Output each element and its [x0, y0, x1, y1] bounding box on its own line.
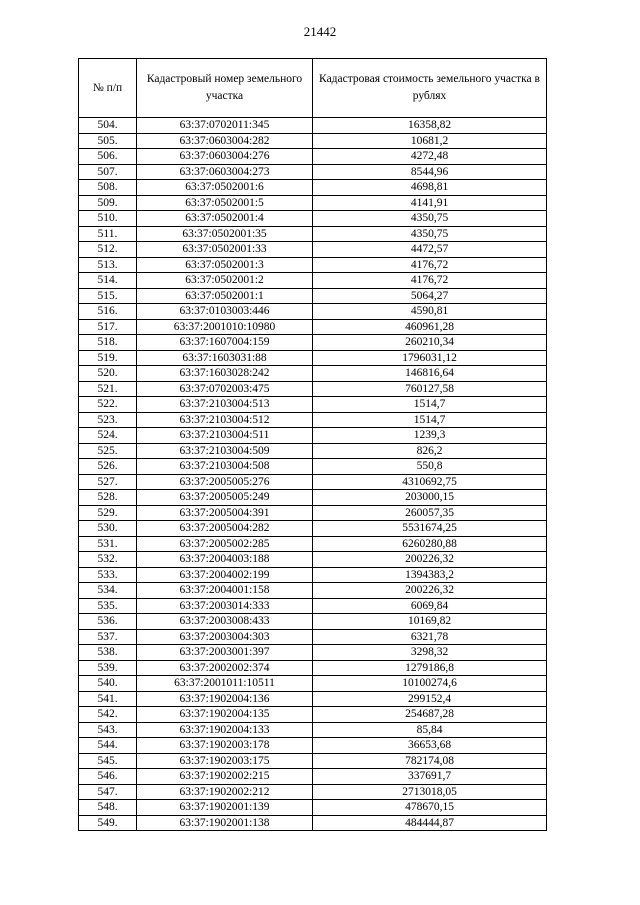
- table-row: [79, 195, 547, 211]
- row-number: 504.: [79, 118, 137, 134]
- cadastral-number: 63:37:2001011:10511: [137, 676, 313, 692]
- table-row: [79, 645, 547, 661]
- row-number: 538.: [79, 645, 137, 661]
- cadastral-number: 63:37:2004003:188: [137, 552, 313, 568]
- cadastral-value: 6321,78: [313, 629, 547, 645]
- cadastral-value: 146816,64: [313, 366, 547, 382]
- cadastral-value: 5064,27: [313, 288, 547, 304]
- table-row: [79, 505, 547, 521]
- column-header-cadastral-number: Кадастровый номер земельного участка: [137, 59, 313, 118]
- table-row: [79, 707, 547, 723]
- table-row: [79, 443, 547, 459]
- cadastral-number: 63:37:0702003:475: [137, 381, 313, 397]
- cadastral-value: 478670,15: [313, 800, 547, 816]
- table-row: [79, 536, 547, 552]
- table-row: [79, 567, 547, 583]
- row-number: 511.: [79, 226, 137, 242]
- cadastral-value: 1514,7: [313, 412, 547, 428]
- cadastral-value: 4272,48: [313, 149, 547, 165]
- row-number: 547.: [79, 784, 137, 800]
- cadastral-value: 10681,2: [313, 133, 547, 149]
- cadastral-value: 337691,7: [313, 769, 547, 785]
- cadastral-value: 1796031,12: [313, 350, 547, 366]
- row-number: 549.: [79, 815, 137, 831]
- cadastral-number: 63:37:2003001:397: [137, 645, 313, 661]
- table-row: [79, 660, 547, 676]
- table-row: [79, 304, 547, 320]
- cadastral-number: 63:37:2001010:10980: [137, 319, 313, 335]
- cadastral-number: 63:37:0502001:35: [137, 226, 313, 242]
- row-number: 513.: [79, 257, 137, 273]
- table-row: [79, 242, 547, 258]
- table-row: [79, 397, 547, 413]
- row-number: 542.: [79, 707, 137, 723]
- cadastral-number: 63:37:1902002:212: [137, 784, 313, 800]
- cadastral-value: 16358,82: [313, 118, 547, 134]
- cadastral-value: 550,8: [313, 459, 547, 475]
- row-number: 543.: [79, 722, 137, 738]
- row-number: 525.: [79, 443, 137, 459]
- row-number: 535.: [79, 598, 137, 614]
- cadastral-number: 63:37:2005002:285: [137, 536, 313, 552]
- table-row: [79, 815, 547, 831]
- cadastral-value: 4350,75: [313, 226, 547, 242]
- cadastral-value: 260057,35: [313, 505, 547, 521]
- table-row: [79, 428, 547, 444]
- table-row: [79, 149, 547, 165]
- row-number: 518.: [79, 335, 137, 351]
- table-row: [79, 226, 547, 242]
- cadastral-value: 4350,75: [313, 211, 547, 227]
- row-number: 530.: [79, 521, 137, 537]
- row-number: 519.: [79, 350, 137, 366]
- row-number: 517.: [79, 319, 137, 335]
- cadastral-number: 63:37:0502001:3: [137, 257, 313, 273]
- table-row: [79, 722, 547, 738]
- row-number: 526.: [79, 459, 137, 475]
- table-body: [79, 118, 547, 831]
- cadastral-value: 782174,08: [313, 753, 547, 769]
- cadastral-number: 63:37:2005005:249: [137, 490, 313, 506]
- table-row: [79, 676, 547, 692]
- cadastral-value: 4141,91: [313, 195, 547, 211]
- cadastral-value: 254687,28: [313, 707, 547, 723]
- table-row: [79, 133, 547, 149]
- row-number: 540.: [79, 676, 137, 692]
- cadastral-number: 63:37:1902004:133: [137, 722, 313, 738]
- cadastral-number: 63:37:0103003:446: [137, 304, 313, 320]
- cadastral-value: 4176,72: [313, 257, 547, 273]
- cadastral-number: 63:37:1603028:242: [137, 366, 313, 382]
- cadastral-number: 63:37:0603004:273: [137, 164, 313, 180]
- cadastral-number: 63:37:0603004:282: [137, 133, 313, 149]
- cadastral-number: 63:37:0702011:345: [137, 118, 313, 134]
- cadastral-value: 826,2: [313, 443, 547, 459]
- cadastral-value: 4472,57: [313, 242, 547, 258]
- table-row: [79, 288, 547, 304]
- table-row: [79, 273, 547, 289]
- cadastral-value: 1239,3: [313, 428, 547, 444]
- table-row: [79, 319, 547, 335]
- cadastral-value: 1394383,2: [313, 567, 547, 583]
- table-row: [79, 412, 547, 428]
- cadastral-number: 63:37:1902001:139: [137, 800, 313, 816]
- cadastral-number: 63:37:1902001:138: [137, 815, 313, 831]
- row-number: 509.: [79, 195, 137, 211]
- cadastral-value: 760127,58: [313, 381, 547, 397]
- row-number: 507.: [79, 164, 137, 180]
- cadastral-number: 63:37:2003008:433: [137, 614, 313, 630]
- cadastral-number: 63:37:0502001:33: [137, 242, 313, 258]
- cadastral-value: 6260280,88: [313, 536, 547, 552]
- cadastral-value: 1514,7: [313, 397, 547, 413]
- table-row: [79, 257, 547, 273]
- cadastral-number: 63:37:1607004:159: [137, 335, 313, 351]
- cadastral-value: 460961,28: [313, 319, 547, 335]
- table-row: [79, 474, 547, 490]
- cadastral-value-table: [78, 58, 547, 831]
- cadastral-number: 63:37:1902003:175: [137, 753, 313, 769]
- table-header: [79, 59, 547, 118]
- cadastral-number: 63:37:0502001:6: [137, 180, 313, 196]
- table-row: [79, 784, 547, 800]
- cadastral-number: 63:37:1902002:215: [137, 769, 313, 785]
- table-row: [79, 598, 547, 614]
- table-row: [79, 614, 547, 630]
- row-number: 505.: [79, 133, 137, 149]
- row-number: 522.: [79, 397, 137, 413]
- cadastral-number: 63:37:1902004:136: [137, 691, 313, 707]
- row-number: 531.: [79, 536, 137, 552]
- cadastral-value: 299152,4: [313, 691, 547, 707]
- table-row: [79, 552, 547, 568]
- cadastral-value: 260210,34: [313, 335, 547, 351]
- cadastral-number: 63:37:2005005:276: [137, 474, 313, 490]
- cadastral-value: 4310692,75: [313, 474, 547, 490]
- cadastral-value: 4176,72: [313, 273, 547, 289]
- cadastral-value: 36653,68: [313, 738, 547, 754]
- cadastral-number: 63:37:1603031:88: [137, 350, 313, 366]
- table-row: [79, 583, 547, 599]
- column-header-number: № п/п: [79, 59, 137, 118]
- row-number: 544.: [79, 738, 137, 754]
- table-row: [79, 164, 547, 180]
- row-number: 536.: [79, 614, 137, 630]
- row-number: 521.: [79, 381, 137, 397]
- cadastral-number: 63:37:0502001:5: [137, 195, 313, 211]
- row-number: 510.: [79, 211, 137, 227]
- cadastral-number: 63:37:2005004:391: [137, 505, 313, 521]
- cadastral-number: 63:37:2103004:509: [137, 443, 313, 459]
- table-row: [79, 521, 547, 537]
- table-row: [79, 629, 547, 645]
- cadastral-number: 63:37:2004001:158: [137, 583, 313, 599]
- table-row: [79, 381, 547, 397]
- header-row: [79, 59, 547, 118]
- table-row: [79, 118, 547, 134]
- cadastral-value: 6069,84: [313, 598, 547, 614]
- row-number: 546.: [79, 769, 137, 785]
- cadastral-value: 2713018,05: [313, 784, 547, 800]
- table-row: [79, 753, 547, 769]
- cadastral-value: 1279186,8: [313, 660, 547, 676]
- row-number: 533.: [79, 567, 137, 583]
- row-number: 539.: [79, 660, 137, 676]
- cadastral-number: 63:37:0502001:4: [137, 211, 313, 227]
- table-row: [79, 490, 547, 506]
- cadastral-value: 200226,32: [313, 583, 547, 599]
- row-number: 545.: [79, 753, 137, 769]
- cadastral-value: 85,84: [313, 722, 547, 738]
- cadastral-number: 63:37:0502001:1: [137, 288, 313, 304]
- page-number: 21442: [303, 24, 337, 39]
- table-row: [79, 350, 547, 366]
- cadastral-number: 63:37:0502001:2: [137, 273, 313, 289]
- cadastral-number: 63:37:2004002:199: [137, 567, 313, 583]
- row-number: 534.: [79, 583, 137, 599]
- row-number: 516.: [79, 304, 137, 320]
- cadastral-number: 63:37:2003004:303: [137, 629, 313, 645]
- row-number: 524.: [79, 428, 137, 444]
- row-number: 548.: [79, 800, 137, 816]
- cadastral-value: 484444,87: [313, 815, 547, 831]
- cadastral-number: 63:37:2005004:282: [137, 521, 313, 537]
- cadastral-number: 63:37:0603004:276: [137, 149, 313, 165]
- row-number: 529.: [79, 505, 137, 521]
- table-row: [79, 366, 547, 382]
- row-number: 537.: [79, 629, 137, 645]
- column-header-cadastral-value: Кадастровая стоимость земельного участка в рублях: [313, 59, 547, 118]
- row-number: 528.: [79, 490, 137, 506]
- cadastral-number: 63:37:2103004:513: [137, 397, 313, 413]
- row-number: 508.: [79, 180, 137, 196]
- table-row: [79, 211, 547, 227]
- cadastral-value: 8544,96: [313, 164, 547, 180]
- table-row: [79, 180, 547, 196]
- row-number: 541.: [79, 691, 137, 707]
- cadastral-number: 63:37:2103004:511: [137, 428, 313, 444]
- cadastral-number: 63:37:1902004:135: [137, 707, 313, 723]
- cadastral-number: 63:37:2103004:508: [137, 459, 313, 475]
- table-row: [79, 738, 547, 754]
- cadastral-value: 10169,82: [313, 614, 547, 630]
- cadastral-value: 4590,81: [313, 304, 547, 320]
- row-number: 520.: [79, 366, 137, 382]
- cadastral-value: 5531674,25: [313, 521, 547, 537]
- row-number: 532.: [79, 552, 137, 568]
- row-number: 527.: [79, 474, 137, 490]
- cadastral-value: 10100274,6: [313, 676, 547, 692]
- table-row: [79, 769, 547, 785]
- table-row: [79, 459, 547, 475]
- cadastral-number: 63:37:2002002:374: [137, 660, 313, 676]
- cadastral-value: 203000,15: [313, 490, 547, 506]
- row-number: 514.: [79, 273, 137, 289]
- table-row: [79, 691, 547, 707]
- row-number: 506.: [79, 149, 137, 165]
- table-row: [79, 335, 547, 351]
- row-number: 512.: [79, 242, 137, 258]
- cadastral-value: 3298,32: [313, 645, 547, 661]
- table-row: [79, 800, 547, 816]
- cadastral-value: 4698,81: [313, 180, 547, 196]
- cadastral-number: 63:37:2103004:512: [137, 412, 313, 428]
- cadastral-number: 63:37:2003014:333: [137, 598, 313, 614]
- cadastral-number: 63:37:1902003:178: [137, 738, 313, 754]
- row-number: 515.: [79, 288, 137, 304]
- cadastral-value: 200226,32: [313, 552, 547, 568]
- row-number: 523.: [79, 412, 137, 428]
